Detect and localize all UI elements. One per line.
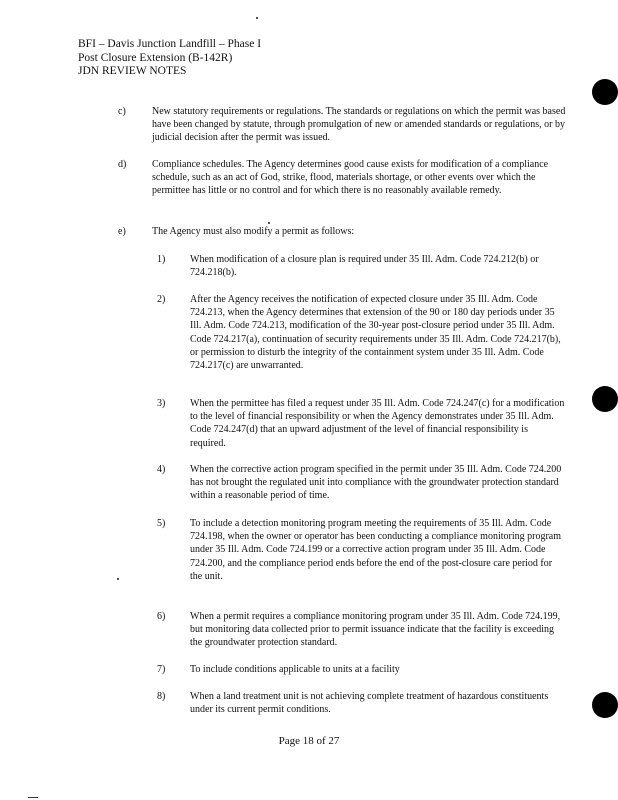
scan-mark <box>28 797 38 798</box>
list-item-label: c) <box>118 106 126 117</box>
document-header <box>78 38 261 79</box>
scan-speck <box>117 578 119 580</box>
sublist-item-text: When a permit requires a compliance monitoring program under 35 Ill. Adm. Code 724.199, but monitoring data collected prior to permit issuance indicate that the facility is exceeding the groundwater protection standard. <box>190 611 561 649</box>
list-item-label: d) <box>118 159 127 170</box>
sublist-item-label: 5) <box>157 518 166 529</box>
list-item-text: The Agency must also modify a permit as follows: <box>152 226 355 237</box>
header-subtitle: Post Closure Extension (B-142R) <box>78 51 233 64</box>
sublist-item-text: To include conditions applicable to units at a facility <box>190 664 400 675</box>
punch-hole-middle <box>592 386 618 412</box>
header-review-notes: JDN REVIEW NOTES <box>78 65 187 77</box>
sublist-item-text: When a land treatment unit is not achieving complete treatment of hazardous constituents under its current permit conditions. <box>190 691 549 716</box>
sublist-item-text: When the corrective action program specified in the permit under 35 Ill. Adm. Code 724.200 has not brought the regulated unit into compliance with the groundwater protection standard within a reasonable period of time. <box>190 464 562 502</box>
header-project-title: BFI – Davis Junction Landfill – Phase I <box>78 38 262 50</box>
sublist-item-label: 8) <box>157 691 166 702</box>
sublist-item-label: 6) <box>157 611 166 622</box>
scan-speck <box>256 17 258 19</box>
sublist-item-label: 7) <box>157 664 166 675</box>
page-number: Page 18 of 27 <box>278 735 340 747</box>
list-item-label: e) <box>118 226 126 237</box>
sublist-item-label: 2) <box>157 294 166 305</box>
sublist-item-text: To include a detection monitoring program meeting the requirements of 35 Ill. Adm. Code 724.198, when the owner or operator has been conducting a compliance monitoring program under 35 Ill. Adm. Code 724.199 or a corrective action program under 35 Ill. Adm. Code 724.200, and the compliance period ends before the end of the post-closure care period for the unit. <box>190 518 562 582</box>
list-item-text: New statutory requirements or regulations. The standards or regulations on which the permit was based have been changed by statute, through promulgation of new or amended standards or regulations, or by judicial decision after the permit was issued. <box>152 106 566 144</box>
sublist-item-text: When the permittee has filed a request under 35 Ill. Adm. Code 724.247(c) for a modification to the level of financial responsibility or when the Agency demonstrates under 35 Ill. Adm. Code 724.247(d) that an upward adjustment of the level of financial responsibility is required. <box>190 398 565 449</box>
scan-speck <box>268 222 270 224</box>
list-item-text: Compliance schedules. The Agency determines good cause exists for modification of a compliance schedule, such as an act of God, strike, flood, materials shortage, or other events over which the permittee has little or no control and for which there is no reasonably available remedy. <box>152 159 549 197</box>
punch-hole-top <box>592 79 618 105</box>
sublist-item-text: After the Agency receives the notification of expected closure under 35 Ill. Adm. Code 724.213, when the Agency determines that extension of the 90 or 180 day periods under 35 Ill. Adm. Code 724.213, modification of the 30-year post-closure period under 35 Ill. Adm. Code 724.217(a), continuation of security requirements under 35 Ill. Adm. Code 724.217(b), or permission to disturb the integrity of the containment system under 35 Ill. Adm. Code 724.217(c) are unwarranted. <box>190 294 561 372</box>
sublist-item-label: 3) <box>157 398 166 409</box>
sublist-item-label: 4) <box>157 464 166 475</box>
sublist-item-text: When modification of a closure plan is required under 35 Ill. Adm. Code 724.212(b) or 724.218(b). <box>190 254 539 279</box>
punch-hole-bottom <box>592 692 618 718</box>
sublist-item-label: 1) <box>157 254 166 265</box>
